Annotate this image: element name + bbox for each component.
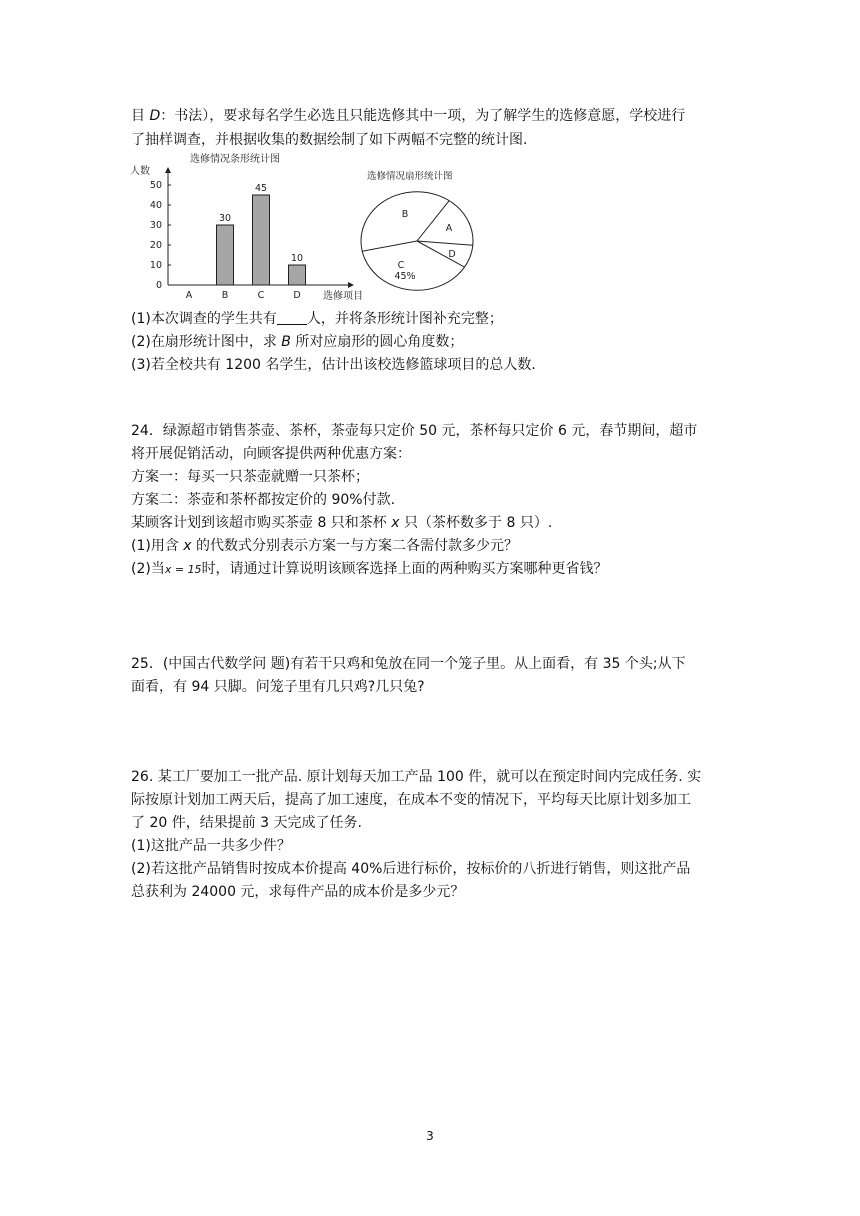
intro-line-2: 了抽样调查，并根据收集的数据绘制了如下两幅不完整的统计图. xyxy=(131,132,528,148)
pie-chart-slices xyxy=(361,192,473,291)
bar-chart-value-label: 45 xyxy=(254,183,268,194)
bar-chart-category-label: D xyxy=(293,290,301,301)
bar-chart-ytick-label: 40 xyxy=(149,200,162,211)
q23-text: 所对应扇形的圆心角度数； xyxy=(290,334,464,350)
pie-chart-title: 选修情况扇形统计图 xyxy=(367,171,453,182)
pie-chart xyxy=(355,165,485,300)
q25-line-2: 面看，有 94 只脚。问笼子里有几只鸡?几只兔? xyxy=(131,679,425,695)
pie-chart-slice-label: C xyxy=(397,260,405,271)
page-number: 3 xyxy=(426,1129,434,1143)
q24-line-5 xyxy=(131,513,552,533)
q23-part-1 xyxy=(131,309,503,329)
q24-line-2: 将开展促销活动，向顾客提供两种优惠方案： xyxy=(131,446,411,462)
bar-chart-category-label: B xyxy=(221,290,229,301)
bar-chart-categories xyxy=(186,290,301,301)
q24-line-4: 方案二：茶壶和茶杯都按定价的 90%付款. xyxy=(131,492,396,508)
q24-line-7 xyxy=(131,559,608,580)
q24-text: 某顾客计划到该超市购买茶壶 8 只和茶杯 xyxy=(131,515,392,531)
bar-chart-bar xyxy=(289,265,306,285)
q26-line-1: 26. 某工厂要加工一批产品. 原计划每天加工产品 100 件，就可以在预定时间内完成任务. 实 xyxy=(131,769,702,785)
bar-chart-x-arrow xyxy=(348,282,354,288)
bar-chart-title: 选修情况条形统计图 xyxy=(190,154,280,165)
variable-d: D xyxy=(149,108,161,124)
q26-line-6: 总获利为 24000 元，求每件产品的成本价是多少元？ xyxy=(131,884,465,900)
q24-line-1: 24．绿源超市销售茶壶、茶杯，茶壶每只定价 50 元，茶杯每只定价 6 元，春节期间，超市 xyxy=(131,423,698,439)
intro-line-1 xyxy=(131,106,685,126)
variable-b: B xyxy=(281,334,291,350)
q24-text: 时，请通过计算说明该顾客选择上面的两种购买方案哪种更省钱？ xyxy=(201,561,608,577)
q24-text: (1)用含 xyxy=(131,538,184,554)
q23-text: (1)本次调查的学生共有 xyxy=(131,311,277,327)
q24-line-3: 方案一：每买一只茶壶就赠一只茶杯； xyxy=(131,469,369,485)
answer-blank xyxy=(277,310,307,325)
bar-chart-ytick-label: 30 xyxy=(149,220,162,231)
q23-part-2 xyxy=(131,332,463,352)
bar-chart-bar xyxy=(253,195,270,285)
q26-line-4: (1)这批产品一共多少件？ xyxy=(131,838,291,854)
bar-chart-ytick-label: 50 xyxy=(149,180,162,191)
pie-chart-slice-label: D xyxy=(448,249,456,260)
q24-text: 的代数式分别表示方案一与方案二各需付款多少元？ xyxy=(191,538,519,554)
bar-chart-category-label: A xyxy=(185,290,193,301)
q24-line-6 xyxy=(131,536,518,556)
bar-chart-xlabel: 选修项目 xyxy=(323,291,363,302)
q23-part-3: (3)若全校共有 1200 名学生，估计出该校选修篮球项目的总人数. xyxy=(131,357,536,373)
q24-text: (2)当 xyxy=(131,561,165,577)
q26-line-2: 际按原计划加工两天后，提高了加工速度，在成本不变的情况下，平均每天比原计划多加工 xyxy=(131,792,691,808)
q26-line-3: 了 20 件，结果提前 3 天完成了任务. xyxy=(131,815,362,831)
variable-x: x xyxy=(183,538,192,554)
bar-chart-value-label: 10 xyxy=(290,253,304,264)
bar-chart-ylabel: 人数 xyxy=(130,166,150,177)
q23-text: (2)在扇形统计图中，求 xyxy=(131,334,282,350)
q25-line-1: 25．(中国古代数学问 题)有若干只鸡和兔放在同一个笼子里。从上面看，有 35 个头;从下 xyxy=(131,656,686,672)
q23-text: 人，并将条形统计图补充完整； xyxy=(306,311,503,327)
bar-chart-y-arrow xyxy=(165,167,171,173)
q24-text: 只（茶杯数多于 8 只）. xyxy=(399,515,553,531)
variable-x: x xyxy=(391,515,400,531)
bar-chart-ytick-label: 20 xyxy=(149,240,162,251)
pie-chart-percent-label: 45% xyxy=(394,271,416,282)
pie-chart-slice-label: B xyxy=(401,209,409,220)
bar-chart-ytick-label: 0 xyxy=(155,280,162,291)
bar-chart xyxy=(128,150,368,305)
bar-chart-bar xyxy=(217,225,234,285)
q26-line-5: (2)若这批产品销售时按成本价提高 40%后进行标价，按标价的八折进行销售，则这批产品 xyxy=(131,861,691,877)
pie-chart-slice-label: A xyxy=(445,223,453,234)
bar-chart-ytick-label: 10 xyxy=(149,260,162,271)
bar-chart-category-label: C xyxy=(257,290,265,301)
bar-chart-bars xyxy=(217,183,306,285)
math-x-equals-15: x = 15 xyxy=(164,563,202,576)
intro-text: ：书法），要求每名学生必选且只能选修其中一项，为了解学生的选修意愿，学校进行 xyxy=(160,108,686,124)
intro-text: 目 xyxy=(131,108,150,124)
bar-chart-value-label: 30 xyxy=(218,213,232,224)
